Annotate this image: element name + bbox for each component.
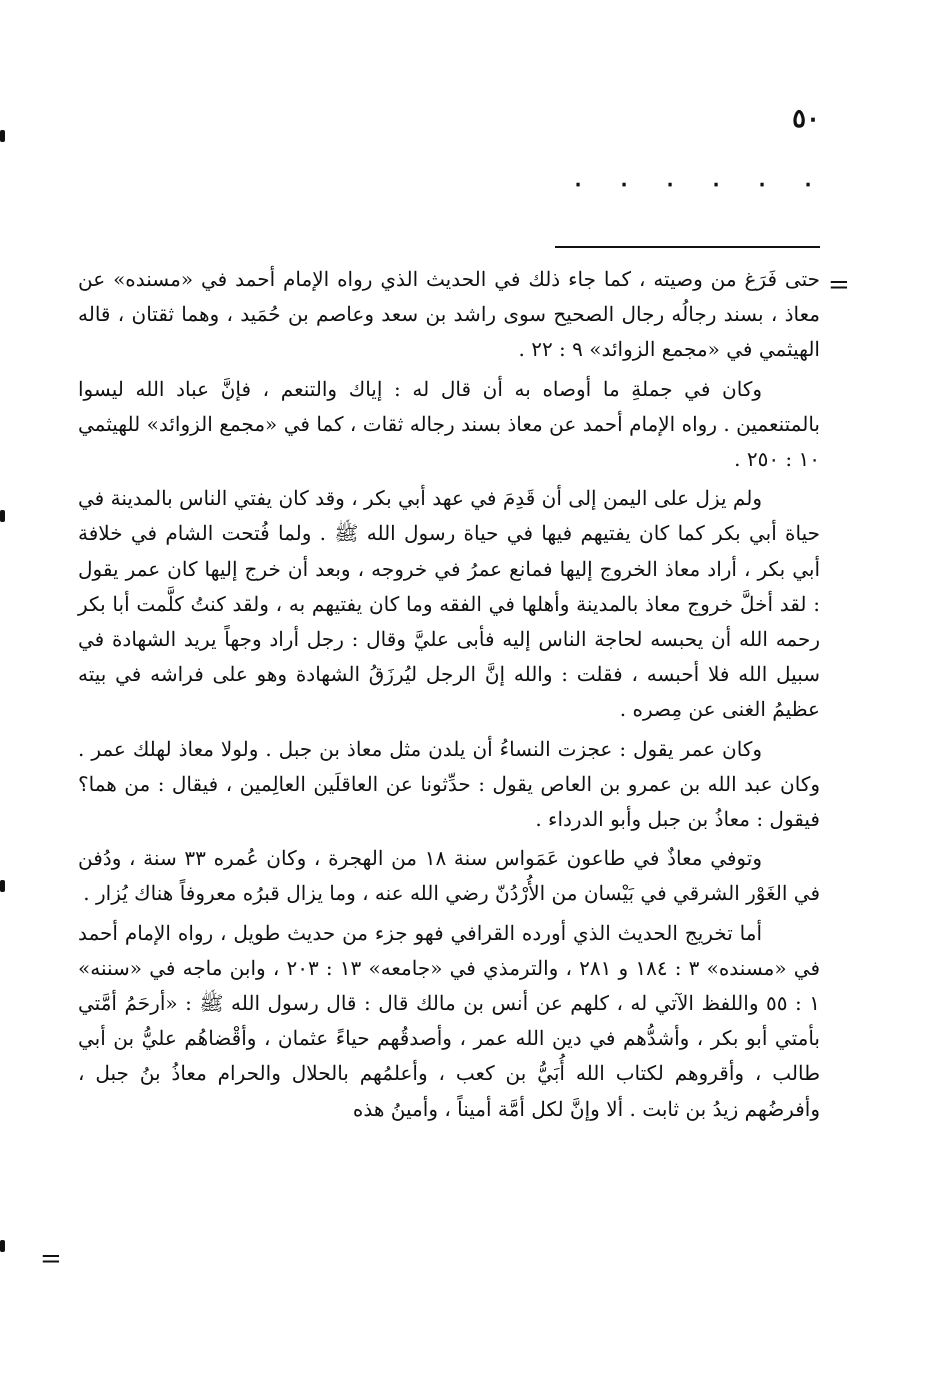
paragraph-continued: حتى فَرَغ من وصيته ، كما جاء ذلك في الحديث الذي رواه الإمام أحمد في «مسنده» عن معاذ ، بسند رجالُه رجال الصحيح سوى راشد بن سعد وعاصم بن حُمَيد ، وهما ثقتان ، قاله الهيثمي في «مجمع الزوائد» ٩ : ٢٢ . bbox=[78, 267, 820, 362]
dot: ٠ bbox=[616, 166, 633, 201]
continuation-mark-bottom: = bbox=[40, 1244, 62, 1274]
paragraph: وكان عمر يقول : عجزت النساءُ أن يلدن مثل معاذ بن جبل . ولولا معاذ لهلك عمر . وكان عبد الله بن عمرو بن العاص يقول : حدِّثونا عن العاقلَين العالِمين ، فيقال : من هما؟ فيقول : معاذُ بن جبل وأبو الدرداء . bbox=[78, 736, 820, 832]
paragraph: ولم يزل على اليمن إلى أن قَدِمَ في عهد أبي بكر ، وقد كان يفتي الناس بالمدينة في حياة أبي بكر كما كان يفتيهم فيها في حياة رسول الله ﷺ . ولما فُتحت الشام في خلافة أبي بكر ، أراد معاذ الخروج إليها فمانع عمرُ في خروجه ، وبعد أن خرج إليها كان عمر يقول : لقد أخلَّ خروج معاذ بالمدينة وأهلها في الفقه وما كان يفتيهم به ، ولقد كنتُ كلَّمت أبا بكر رحمه الله أن يحبسه لحاجة الناس إليه فأبى عليَّ وقال : رجل أراد وجهاً يريد الشهادة في سبيل الله فلا أحبسه ، فقلت : والله إنَّ الرجل ليُرزَقُ الشهادة وهو على فراشه في بيته عظيمُ الغنى عن مِصره . bbox=[78, 486, 820, 722]
dot: ٠ bbox=[708, 166, 725, 201]
footnote-separator bbox=[555, 246, 820, 248]
paragraph: وتوفي معاذٌ في طاعون عَمَواس سنة ١٨ من الهجرة ، وكان عُمره ٣٣ سنة ، ودُفن في الغَوْر الشرقي في بَيْسان من الأُرْدُنّ رضي الله عنه ، وما يزال قبرُه معروفاً هناك يُزار . bbox=[78, 846, 820, 906]
dot: ٠ bbox=[570, 166, 587, 201]
scan-edge-mark bbox=[0, 1240, 5, 1252]
paragraph: وكان في جملةِ ما أوصاه به أن قال له : إياك والتنعم ، فإنَّ عباد الله ليسوا بالمتنعمين . رواه الإمام أحمد عن معاذ بسند رجاله ثقات ، كما في «مجمع الزوائد» للهيثمي ١٠ : ٢٥٠ . bbox=[78, 376, 820, 472]
dot: ٠ bbox=[800, 166, 817, 201]
scan-edge-mark bbox=[0, 130, 5, 142]
ornamental-dots bbox=[570, 164, 820, 204]
footnote-body bbox=[78, 262, 820, 1127]
scan-edge-mark bbox=[0, 510, 5, 522]
scan-edge-mark bbox=[0, 880, 5, 892]
paragraph: أما تخريج الحديث الذي أورده القرافي فهو جزء من حديث طويل ، رواه الإمام أحمد في «مسنده» ٣ : ١٨٤ و ٢٨١ ، والترمذي في «جامعه» ١٣ : ٢٠٣ ، وابن ماجه في «سننه» ١ : ٥٥ واللفظ الآتي له ، كلهم عن أنس بن مالك قال : قال رسول الله ﷺ : «أرحَمُ أمَّتي بأمتي أبو بكر ، وأشدُّهم في دين الله عمر ، وأصدقُهم حياءً عثمان ، وأقْضاهُم عليُّ بن أبي طالب ، وأقروهم لكتاب الله أُبَيُّ بن كعب ، وأعلمُهم بالحلال والحرام معاذُ بنُ جبل ، وأفرضُهم زيدُ بن ثابت . ألا وإنَّ لكل أمَّة أميناً ، وأمينُ هذه bbox=[78, 920, 821, 1121]
dot: ٠ bbox=[754, 166, 771, 201]
dot: ٠ bbox=[662, 166, 679, 201]
page-number: ٥٠ bbox=[792, 104, 820, 134]
continuation-mark-top: = bbox=[828, 270, 850, 300]
